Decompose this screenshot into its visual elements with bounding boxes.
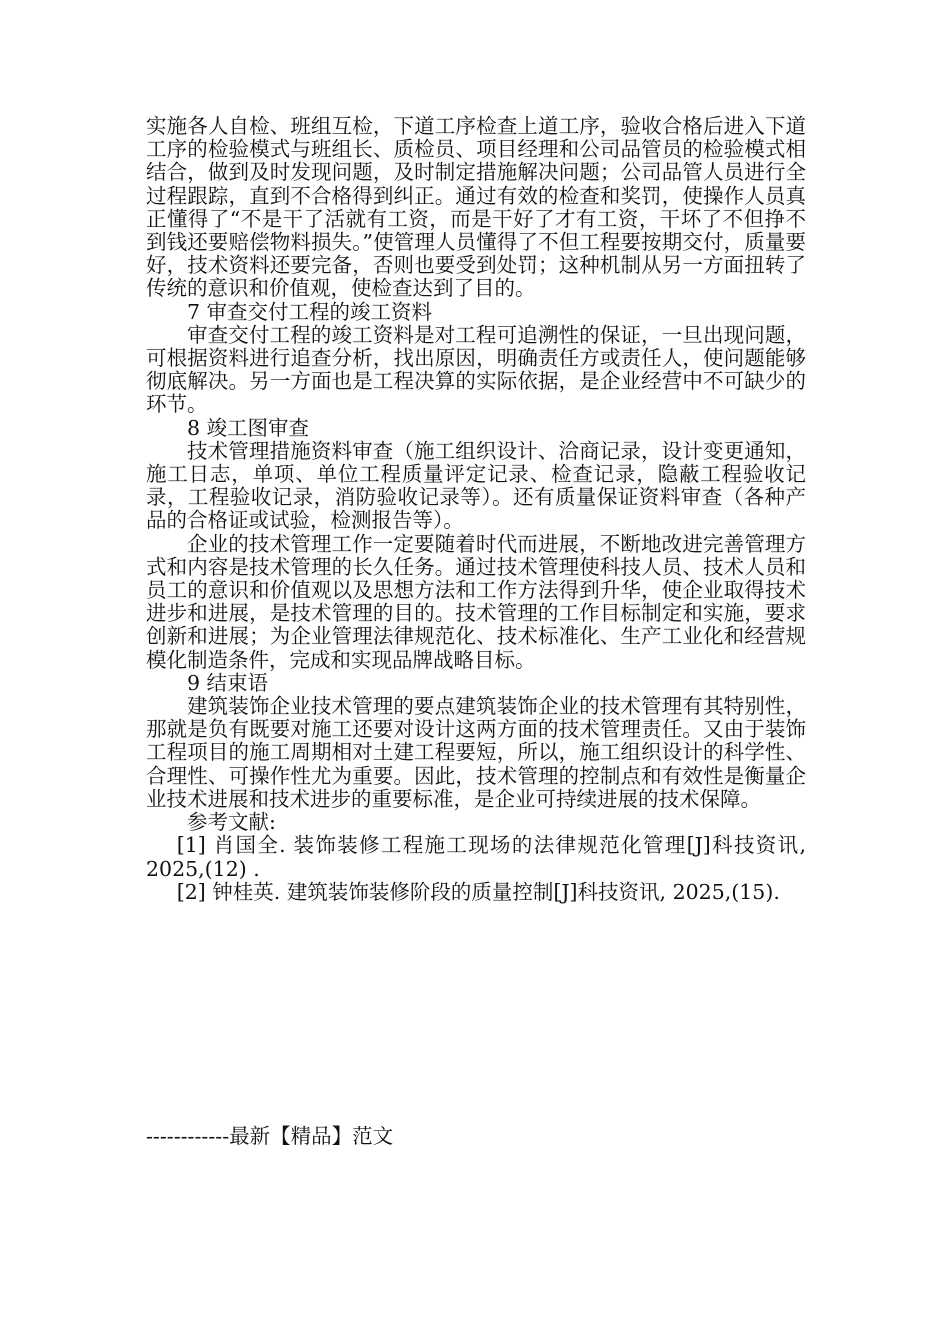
reference-item: [2] 钟桂英. 建筑装饰装修阶段的质量控制[J]科技资讯, 2025,(15). — [176, 879, 780, 904]
reference-item: [1] 肖国全. 装饰装修工程施工现场的法律规范化管理[J]科技资讯, 2025,(12) . — [146, 833, 806, 881]
page-footer: ------------最新【精品】范文 — [146, 1124, 394, 1148]
paragraph: 企业的技术管理工作一定要随着时代而进展，不断地改进完善管理方式和内容是技术管理的长久任务。通过技术管理使科技人员、技术人员和员工的意识和价值观以及思想方法和工作方法得到升华，使企业取得技术进步和进展，是技术管理的目的。技术管理的工作目标制定和实施，要求创新和进展；为企业管理法律规范化、技术标准化、生产工业化和经营规模化制造条件，完成和实现品牌战略目标。 — [146, 531, 806, 672]
document-body — [146, 115, 806, 904]
paragraph-continued: 实施各人自检、班组互检，下道工序检查上道工序，验收合格后进入下道工序的检验模式与班组长、质检员、项目经理和公司品管员的检验模式相结合，做到及时发现问题，及时制定措施解决问题；公司品管人员进行全过程跟踪，直到不合格得到纠正。通过有效的检查和奖罚，使操作人员真正懂得了“不是干了活就有工资，而是干好了才有工资，干坏了不但挣不到钱还要赔偿物料损失。”使管理人员懂得了不但工程要按期交付，质量要好，技术资料还要完备，否则也要受到处罚；这种机制从另一方面扭转了传统的意识和价值观，使检查达到了目的。 — [146, 114, 806, 301]
section-heading-7: 7 审查交付工程的竣工资料 — [187, 299, 433, 324]
section-heading-8: 8 竣工图审查 — [187, 415, 310, 440]
paragraph: 审查交付工程的竣工资料是对工程可追溯性的保证，一旦出现问题，可根据资料进行追查分析，找出原因，明确责任方或责任人，使问题能够彻底解决。另一方面也是工程决算的实际依据，是企业经营中不可缺少的环节。 — [146, 322, 806, 417]
references-heading: 参考文献: — [187, 810, 276, 835]
paragraph: 技术管理措施资料审查（施工组织设计、洽商记录，设计变更通知，施工日志，单项、单位工程质量评定记录、检查记录，隐蔽工程验收记录，工程验收记录，消防验收记录等）。还有质量保证资料审查（各种产品的合格证或试验，检测报告等）。 — [146, 438, 806, 533]
section-heading-9: 9 结束语 — [187, 670, 269, 695]
paragraph: 建筑装饰企业技术管理的要点建筑装饰企业的技术管理有其特别性，那就是负有既要对施工还要对设计这两方面的技术管理责任。又由于装饰工程项目的施工周期相对土建工程要短，所以，施工组织设计的科学性、合理性、可操作性尤为重要。因此，技术管理的控制点和有效性是衡量企业技术进展和技术进步的重要标准，是企业可持续进展的技术保障。 — [146, 694, 806, 811]
